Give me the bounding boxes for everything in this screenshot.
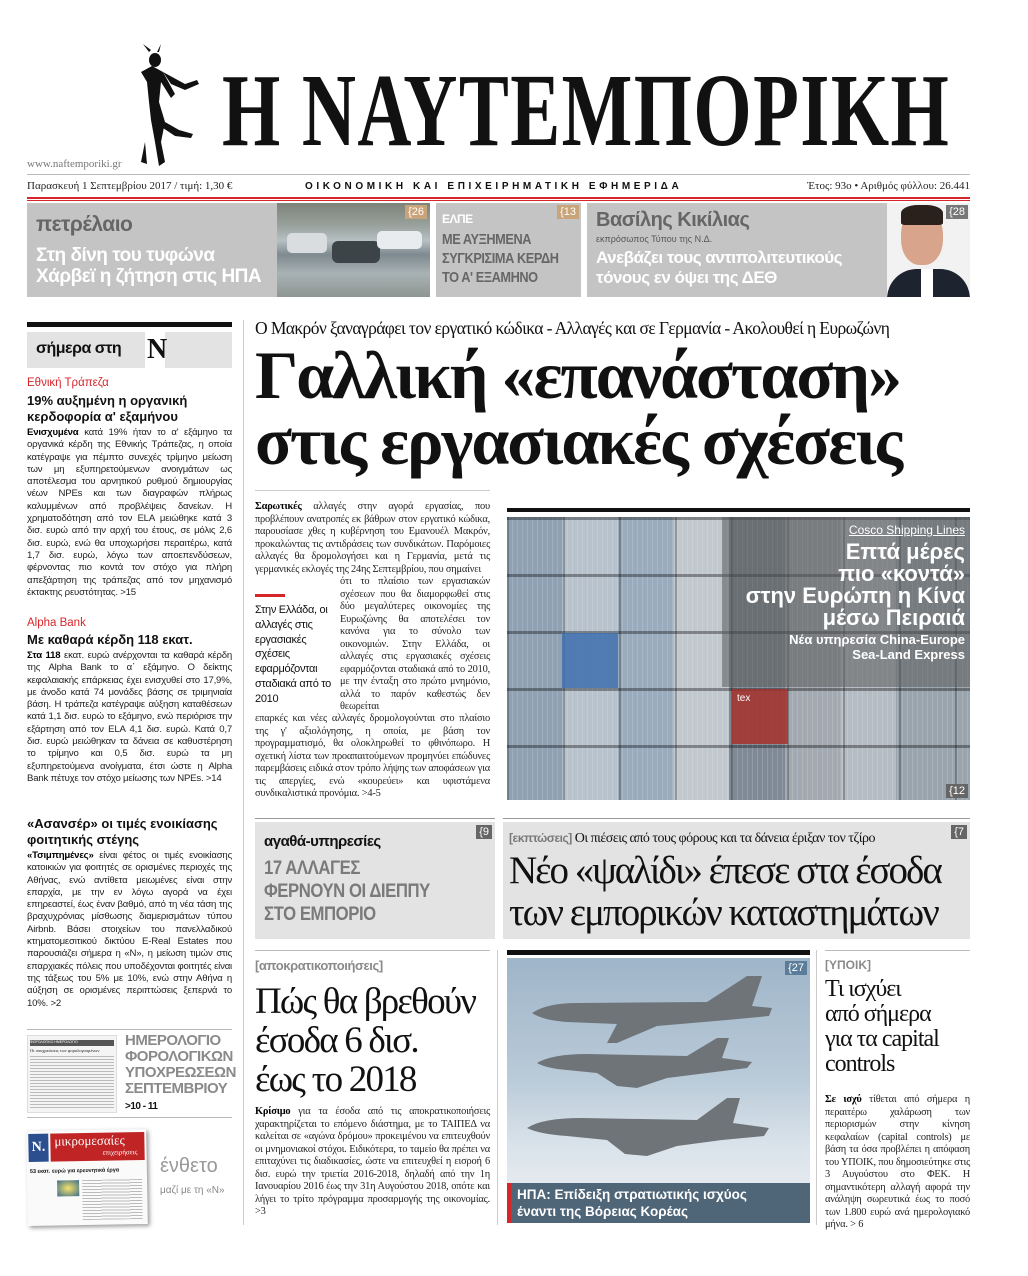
photo-top-rule xyxy=(507,508,970,512)
caption-line: ΗΠΑ: Επίδειξη στρατιωτικής ισχύος xyxy=(517,1187,747,1202)
jets-photo[interactable] xyxy=(507,958,810,1223)
headline-line: controls xyxy=(825,1051,895,1077)
headline-line: στην Ευρώπη η Κίνα xyxy=(745,583,965,608)
discounts-kicker-line xyxy=(509,831,875,847)
headline-line: Τι ισχύει xyxy=(825,976,901,1002)
sidebar-top-rule xyxy=(27,322,232,327)
teaser-kicker: ΕΛΠΕ xyxy=(442,212,473,226)
teaser-line: ΤΟ Α' ΕΞΑΜΗΝΟ xyxy=(442,269,538,286)
discounts-tag: [εκπτώσεις] xyxy=(509,831,572,845)
page-ref: {12 xyxy=(946,784,968,798)
website-url[interactable]: www.naftemporiki.gr xyxy=(27,158,122,170)
sub-line: Sea-Land Express xyxy=(852,647,965,662)
lead-body-middle: ότι το πλαίσιο των εργασιακών σχέσεων που θα διαμορφωθεί στις δύο μεγαλύτερες οικονομίες της Ευρωζώνης θα αποτελέσει τον κανόνα για το σύνολο των οικονομιών. Στην Ελλάδα, οι αλλαγές στις εργασιακές σχέσεις εφαρμόζονται σταδιακά από το 2010, με την ένταξη στο πρώτο μνημόνιο, αλλά το παρόν καθεστώς δεν θεωρείται xyxy=(340,576,490,712)
teaser-headline xyxy=(596,248,842,288)
page-ref: {13 xyxy=(557,205,579,219)
article-body: Στα 118 εκατ. ευρώ ανέρχονται τα καθαρά κέρδη της Alpha Bank το α΄ εξάμηνο. Ο δείκτης κεφαλαιακής επάρκειας έχει ενισχυθεί στο 17,9%, με άνοδο κατά 74 μονάδες βάσης σε τριμηνιαία βάση. Η τράπεζα κατέγραψε αύξηση καταθέσεων κατά 1,1 δισ. ευρώ το εξάμηνο, ενώ περιόρισε την εξάρτηση από τον ELA 4,1 δισ. ευρώ. Κατά 0,7 δισ. ευρώ μειώθηκαν τα δάνεια σε καθυστέρηση το τρίμηνο και 0,5 δισ. ευρώ τα μη εξυπηρετούμενα ανοίγματα, έτσι ώστε η Alpha Bank πέτυχε τον στόχο μείωσης των NPEs. >14 xyxy=(27,650,232,784)
n-logo: N xyxy=(145,332,165,368)
headline-line: από σήμερα xyxy=(825,1001,931,1027)
page-ref: {28 xyxy=(946,205,968,219)
article-title: 19% αυξημένη η οργανική κερδοφορία α' εξαμήνου xyxy=(27,393,188,424)
teaser-elpe[interactable] xyxy=(436,203,581,297)
page-ref: {9 xyxy=(476,825,492,839)
cosco-sub xyxy=(735,632,965,662)
article-kicker: Εθνική Τράπεζα xyxy=(27,377,109,389)
privatization-tag: [αποκρατικοποιήσεις] xyxy=(255,958,383,973)
discounts-kicker: Οι πιέσεις από τους φόρους και τα δάνεια έριξαν τον τζίρο xyxy=(574,831,875,846)
rule xyxy=(825,950,970,951)
headline-line: ΣΤΟ ΕΜΠΟΡΙΟ xyxy=(264,904,376,925)
sidebar-article[interactable] xyxy=(27,617,232,785)
headline-line: ΦΕΡΝΟΥΝ ΟΙ ΔΙΕΠΠΥ xyxy=(264,881,430,902)
privatization-headline xyxy=(255,982,475,1099)
flood-photo xyxy=(277,203,430,297)
insert-thumb-text xyxy=(82,1179,143,1220)
column-divider xyxy=(243,320,244,1225)
teaser-line: ΣΥΓΚΡΙΣΙΜΑ ΚΕΡΔΗ xyxy=(442,250,559,267)
headline-line: Πώς θα βρεθούν xyxy=(255,981,476,1022)
containers-photo[interactable] xyxy=(507,517,970,800)
tagline: ΟΙΚΟΝΟΜΙΚΗ ΚΑΙ ΕΠΙΧΕΙΡΗΜΑΤΙΚΗ ΕΦΗΜΕΡΙΔΑ xyxy=(305,181,683,192)
section-rule xyxy=(255,490,490,491)
thumb-header: ΦΟΡΟΛΟΓΙΚΟ ΗΜΕΡΟΛΟΓΙΟ xyxy=(30,1040,114,1046)
thumb-title: Οι υποχρεώσεις των φορολογουμένων xyxy=(30,1048,100,1053)
container-label: tex xyxy=(737,693,751,704)
insert-thumb-sub: επιχειρήσεις xyxy=(102,1148,138,1157)
photo-top-rule xyxy=(507,950,810,955)
capital-headline xyxy=(825,977,939,1077)
lead-kicker: Ο Μακρόν ξαναγράφει τον εργατικό κώδικα - Αλλαγές και σε Γερμανία - Ακολουθεί η Ευρωζώνη xyxy=(255,318,890,338)
portrait-photo xyxy=(887,203,970,297)
teaser-kikilias[interactable] xyxy=(587,203,970,297)
sidebar-article[interactable] xyxy=(27,377,232,599)
headline-line: έως το 2018 xyxy=(255,1059,416,1100)
article-title: «Ασανσέρ» οι τιμές ενοικίασης φοιτητικής στέγης xyxy=(27,816,218,847)
calendar-line: ΥΠΟΧΡΕΩΣΕΩΝ xyxy=(125,1064,236,1081)
teaser-line: Στη δίνη του τυφώνα xyxy=(36,245,215,266)
insert-thumb-photo xyxy=(57,1180,79,1196)
teaser-headline xyxy=(36,245,261,287)
cosco-kicker: Cosco Shipping Lines xyxy=(848,523,965,537)
headline-line: για τα capital xyxy=(825,1026,939,1052)
page-ref: {7 xyxy=(951,825,967,839)
headline-line: 17 ΑΛΛΑΓΕΣ xyxy=(264,858,360,879)
pullquote-rule xyxy=(255,594,285,597)
goods-headline xyxy=(264,857,430,926)
calendar-line: ΗΜΕΡΟΛΟΓΙΟ xyxy=(125,1032,221,1049)
headline-line: στις εργασιακές σχέσεις xyxy=(255,403,902,479)
caption-line: έναντι της Βόρειας Κορέας xyxy=(517,1204,688,1219)
headline-line: Νέο «ψαλίδι» έπεσε στα έσοδα xyxy=(509,849,941,892)
discounts-headline xyxy=(509,850,941,934)
teaser-kicker: Βασίλης Κικίλιας xyxy=(596,209,750,231)
headline-line: των εμπορικών καταστημάτων xyxy=(509,891,938,934)
capital-body: Σε ισχύ τίθεται από σήμερα η περαιτέρω χαλάρωση των περιορισμών στην κίνηση κεφαλαίων (capital controls) με βάση τα όσα προβλέπει η απόφαση του ΥΠΟΙΚ, που δημοσιεύτηκε στις 3 Αυγούστου στο ΦΕΚ. Η σημαντικότερη αλλαγή αφορά την ανάληψη σωρευτικά έως το ποσό των 1.800 ευρώ ανά ημερολογιακό μήνα. > 6 xyxy=(825,1094,970,1230)
headline-line: πιο «κοντά» xyxy=(838,561,965,586)
insert-thumb-headline: 53 εκατ. ευρώ για ερευνητικά έργα xyxy=(29,1167,120,1175)
calendar-line: ΣΕΠΤΕΜΒΡΙΟΥ xyxy=(125,1080,228,1097)
rule xyxy=(255,950,490,951)
article-kicker: Alpha Bank xyxy=(27,617,86,629)
teaser-headline xyxy=(442,230,558,287)
tax-calendar-thumb[interactable] xyxy=(27,1035,117,1113)
calendar-page-ref: >10 - 11 xyxy=(125,1101,158,1112)
insert-sub: μαζί με τη «Ν» xyxy=(160,1185,225,1196)
insert-title: ένθετο xyxy=(160,1155,218,1177)
teaser-kicker: πετρέλαιο xyxy=(36,213,133,236)
column-divider xyxy=(497,950,498,1225)
privatization-body: Κρίσιμο για τα έσοδα από τις αποκρατικοποιήσεις χαρακτηρίζεται το επόμενο διάστημα, με το ΤΑΙΠΕΔ να καλείται σε «αγώνα δρόμου» προκειμένου να επιτευχθούν οι μνημονιακοί στόχοι. Ειδικότερα, το ταμείο θα πρέπει να επιταχύνει τις διαδικασίες, ώστε να επιτευχθεί η εισροή 6 δισ. ευρώ την τριετία 2016-2018, δηλαδή από την 1η Ιανουαρίου 2016 έως την 31η Αυγούστου 2018, οπότε και λήγει το τρίτο πρόγραμμα προσαρμογής της οικονομίας. >3 xyxy=(255,1106,490,1217)
divider xyxy=(27,1117,232,1118)
teaser-line: Ανεβάζει τους αντιπολιτευτικούς xyxy=(596,248,843,267)
capital-tag: [ΥΠΟΙΚ] xyxy=(825,958,871,972)
lead-body-top: Σαρωτικές αλλαγές στην αγορά εργασίας, που προβλέπουν ανατροπές εκ βάθρων στον εργατικό κώδικα, παρουσίασε χθες η κυβέρνηση του Εμανουέλ Μακρόν, προκαλώντας τις αντιδράσεις των συνδικάτων. Παρόμοιες αλλαγές θα δρομολογήσει και η Γερμανία, μετά τις γερμανικές εκλογές της 24ης Σεπτεμβρίου, που σημαίνει xyxy=(255,501,490,575)
article-body: «Τσιμπημένες» είναι φέτος οι τιμές ενοικίασης κατοικιών για φοιτητές σε ορισμένες περιοχές της Αθήνας, ενώ αντίθετα μειωμένες είναι στην επαρχία, με την εν λόγω αγορά να έχει επηρεαστεί, έως έναν βαθμό, από τη νέα τάση της βραχυχρόνιας μίσθωσης διαμερισμάτων τύπου Airbnb. Βάσει στοιχείων του πανελλαδικού κτηματομεσιτικού δικτύου E-Real Estates που παρουσιάζει σήμερα η «Ν», η μείωση τιμών στις επαρχιακές πόλεις που υποδέχονται φοιτητές είναι της τάξεως του 5% με 10%, ενώ στην Αθήνα η αύξηση σε ορισμένες περιπτώσεις ξεπερνά το 10%. >2 xyxy=(27,850,232,1009)
sub-line: Νέα υπηρεσία China-Europe xyxy=(789,632,965,647)
article-title: Με καθαρά κέρδη 118 εκατ. xyxy=(27,632,193,647)
rule xyxy=(503,818,970,819)
issue-number: Έτος: 93ο • Αριθμός φύλλου: 26.441 xyxy=(807,180,970,192)
red-rule xyxy=(27,197,970,201)
goods-kicker: αγαθά-υπηρεσίες xyxy=(264,833,381,850)
date-price: Παρασκευή 1 Σεπτεμβρίου 2017 / τιμή: 1,30 € xyxy=(27,180,233,192)
teaser-oil[interactable] xyxy=(27,203,430,297)
jets-caption xyxy=(507,1183,810,1223)
sidebar-article[interactable] xyxy=(27,816,232,1010)
rule xyxy=(255,818,495,819)
tax-calendar-title[interactable] xyxy=(125,1033,236,1115)
pullquote: Στην Ελλάδα, οι αλλαγές στις εργασιακές σχέσεις εφαρμόζονται σταδιακά από το 2010 xyxy=(255,604,331,705)
headline-line: Επτά μέρες xyxy=(845,539,965,564)
article-body: Ενισχυμένα κατά 19% ήταν το α' εξάμηνο τα οργανικά κέρδη της Εθνικής Τράπεζας, η οποία κατέγραψε για πέμπτο συνεχές τρίμηνο μείωση των μη εξυπηρετούμενων ανοιγμάτων ως αποτέλεσμα του αρνητικού ρυθμού δημιουργίας νέων NPEs και των διαγραφών πλήρως καλυμμένων από προβλέψεις δανείων. Η χρηματοδότηση από τον ELA μειώθηκε κατά 3 δισ. ευρώ από την αρχή του έτους, σε μόλις 2,6 δισ. ευρώ, ενώ θα υποχωρήσει περαιτέρω, κατά 1,7 δισ. ευρώ, λόγω των αποεπενδύσεων, φέρνοντας πιο κοντά τον στόχο για πλήρη απεξάρτηση της τράπεζας από τον μηχανισμό έκτακτης ρευστότητας. >15 xyxy=(27,427,232,598)
teaser-line: Χάρβεϊ η ζήτηση στις ΗΠΑ xyxy=(36,266,262,287)
headline-line: έσοδα 6 δισ. xyxy=(255,1020,418,1061)
insert-thumb[interactable] xyxy=(26,1129,148,1226)
today-label: σήμερα στη xyxy=(36,340,122,357)
jets-illustration xyxy=(507,958,810,1183)
calendar-line: ΦΟΡΟΛΟΓΙΚΩΝ xyxy=(125,1048,233,1065)
logo-hermes-figure xyxy=(135,42,205,172)
lead-body-bottom: επαρκές και νέες αλλαγές δρομολογούνται στο πλαίσιο της γ' αξιολόγησης, η οποία, με βάση τον προγραμματισμό, θα ολοκληρωθεί το φθινόπωρο. Η σχετική λίστα των προαπαιτούμενων προμηνύει επώδυνες παρεμβάσεις ειδικά στον τρόπο λήψης των αποφάσεων για τις απεργίες, ενώ «κουρεύει» και υφιστάμενα συνδικαλιστικά προνόμια. >4-5 xyxy=(255,713,490,799)
teaser-line: ΜΕ ΑΥΞΗΜΕΝΑ xyxy=(442,231,532,248)
cosco-headline xyxy=(735,541,965,629)
lead-headline xyxy=(255,337,902,479)
today-header xyxy=(27,332,232,368)
headline-line: Γαλλική «επανάσταση» xyxy=(255,337,900,413)
headline-line: μέσω Πειραιά xyxy=(822,605,965,630)
page-ref: {26 xyxy=(405,205,427,219)
teaser-line: τόνους εν όψει της ΔΕΘ xyxy=(596,268,777,287)
discounts-box[interactable] xyxy=(503,822,970,939)
masthead-divider xyxy=(27,174,970,175)
insert-thumb-logo: N. xyxy=(28,1134,48,1162)
page-ref: {27 xyxy=(785,961,807,975)
column-divider xyxy=(816,950,817,1225)
masthead-title: Η ΝΑΥΤΕΜΠΟΡΙΚΗ xyxy=(222,53,951,168)
insert-thumb-title: μικρομεσαίες xyxy=(54,1132,125,1149)
teaser-sub: εκπρόσωπος Τύπου της Ν.Δ. xyxy=(596,234,713,244)
divider xyxy=(27,1029,232,1030)
goods-box[interactable] xyxy=(255,822,495,939)
